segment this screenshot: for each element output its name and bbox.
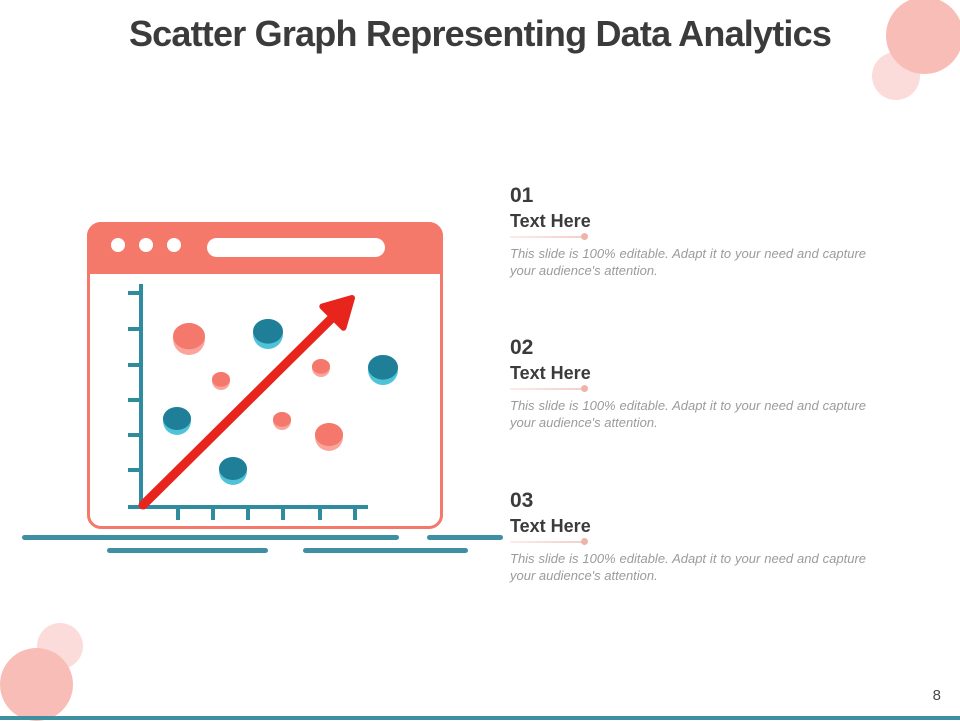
section-heading: Text Here	[510, 211, 591, 231]
divider-dot	[581, 538, 588, 545]
page-title: Scatter Graph Representing Data Analytics	[128, 13, 832, 54]
section-divider	[510, 236, 586, 238]
section-01	[510, 184, 866, 279]
section-body: This slide is 100% editable. Adapt it to your need and capture your audience's attention.	[510, 551, 866, 583]
browser-window-illustration	[87, 222, 443, 529]
section-number: 01	[510, 184, 534, 207]
teal-dash-line	[427, 535, 503, 540]
section-divider	[510, 388, 586, 390]
decorative-circle-top-right-large	[886, 0, 960, 74]
section-number: 02	[510, 336, 534, 359]
decorative-circle-bottom-left-large	[0, 648, 73, 721]
section-heading: Text Here	[510, 516, 591, 536]
page-number: 8	[932, 687, 941, 704]
section-03	[510, 489, 866, 584]
section-divider	[510, 541, 586, 543]
section-number: 03	[510, 489, 534, 512]
section-body: This slide is 100% editable. Adapt it to your need and capture your audience's attention.	[510, 246, 866, 278]
divider-dot	[581, 233, 588, 240]
divider-dot	[581, 385, 588, 392]
teal-dash-line	[107, 548, 268, 553]
bottom-accent-bar	[0, 716, 960, 720]
section-02	[510, 336, 866, 431]
section-body: This slide is 100% editable. Adapt it to your need and capture your audience's attention.	[510, 398, 866, 430]
teal-dash-line	[22, 535, 399, 540]
scatter-illustration	[87, 222, 443, 529]
teal-dash-line	[303, 548, 468, 553]
section-heading: Text Here	[510, 363, 591, 383]
